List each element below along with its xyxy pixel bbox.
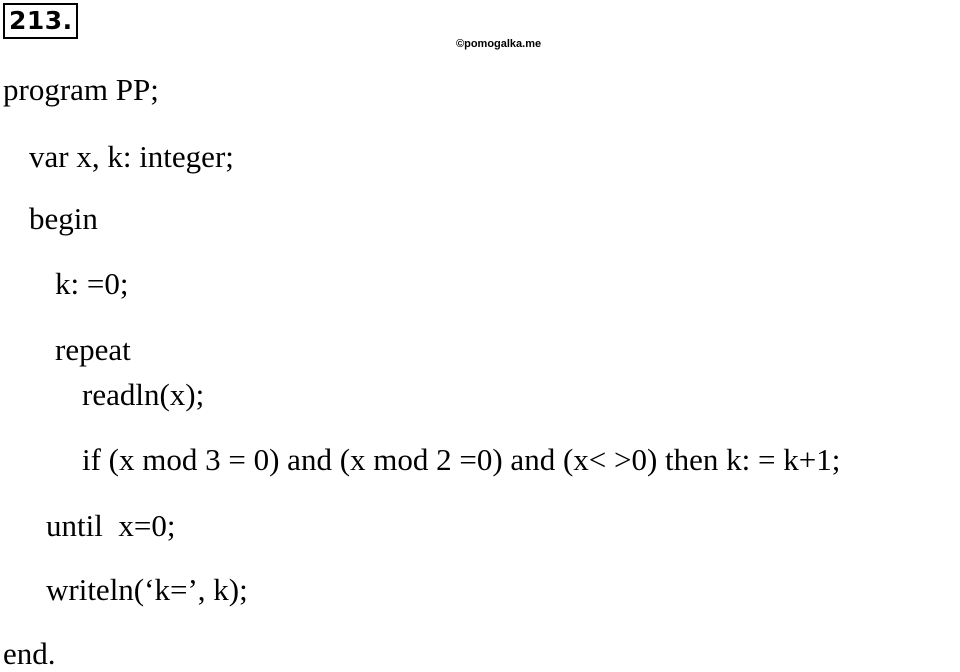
code-line-begin: begin: [29, 201, 98, 236]
problem-number: 213.: [9, 6, 73, 35]
code-line-var: var x, k: integer;: [29, 139, 234, 174]
code-line-writeln: writeln(‘k=’, k);: [46, 572, 248, 607]
code-line-if: if (x mod 3 = 0) and (x mod 2 =0) and (x< >0) then k: = k+1;: [82, 442, 841, 477]
watermark: ©pomogalka.me: [456, 38, 542, 50]
code-line-end: end.: [3, 636, 56, 671]
code-line-program: program PP;: [3, 72, 159, 107]
code-line-init: k: =0;: [55, 266, 129, 301]
code-line-repeat: repeat: [55, 332, 131, 367]
problem-number-badge: [3, 3, 78, 39]
code-line-until: until x=0;: [46, 508, 176, 543]
code-line-readln: readln(x);: [82, 377, 205, 412]
